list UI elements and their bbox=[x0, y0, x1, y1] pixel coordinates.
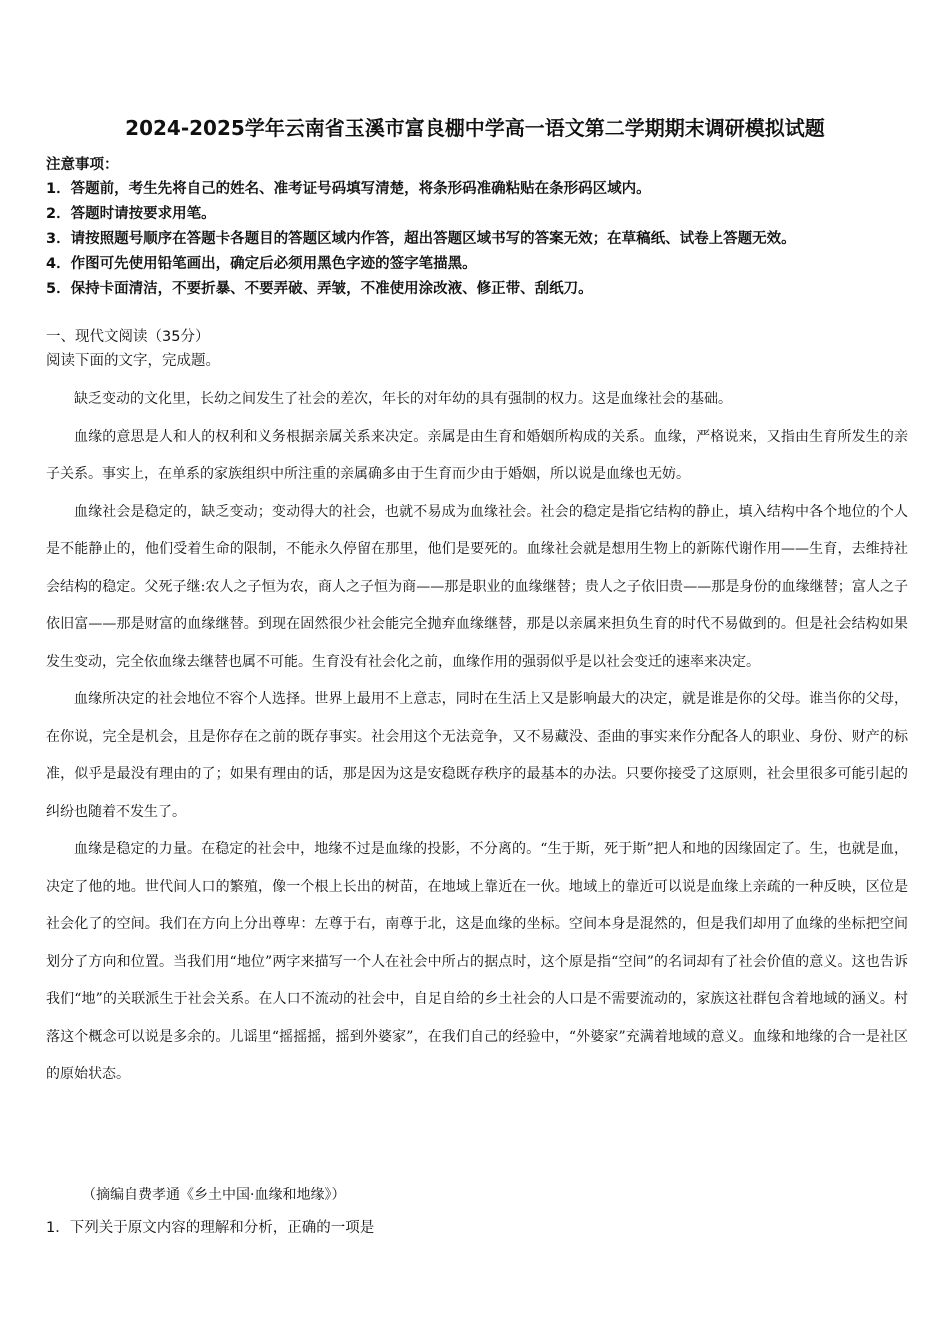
notice-item-4: 4．作图可先使用铅笔画出，确定后必须用黑色字迹的签字笔描黑。 bbox=[46, 256, 477, 272]
notice-heading: 注意事项： bbox=[46, 157, 119, 173]
passage-paragraph-1: 缺乏变动的文化里，长幼之间发生了社会的差次，年长的对年幼的具有强制的权力。这是血缘社会的基础。 bbox=[74, 391, 732, 407]
passage-source: （摘编自费孝通《乡土中国·血缘和地缘》） bbox=[82, 1187, 346, 1203]
passage-paragraph-2: 血缘的意思是人和人的权利和义务根据亲属关系来决定。亲属是由生育和婚姻所构成的关系。血缘，严格说来，又指由生育所发生的亲子关系。事实上，在单系的家族组织中所注重的亲属确多由于生育而少由于婚姻，所以说是血缘也无妨。 bbox=[46, 428, 908, 482]
notice-item-3: 3．请按照题号顺序在答题卡各题目的答题区域内作答，超出答题区域书写的答案无效；在草稿纸、试卷上答题无效。 bbox=[46, 231, 796, 247]
passage-paragraph-5: 血缘是稳定的力量。在稳定的社会中，地缘不过是血缘的投影，不分离的。“生于斯，死于斯”把人和地的因缘固定了。生，也就是血，决定了他的地。世代间人口的繁殖，像一个根上长出的树苗，在地域上靠近在一伙。地域上的靠近可以说是血缘上亲疏的一种反映，区位是社会化了的空间。我们在方向上分出尊卑：左尊于右，南尊于北，这是血缘的坐标。空间本身是混然的，但是我们却用了血缘的坐标把空间划分了方向和位置。当我们用“地位”两字来描写一个人在社会中所占的据点时，这个原是指“空间”的名词却有了社会价值的意义。这也告诉我们“地”的关联派生于社会关系。在人口不流动的社会中，自足自给的乡土社会的人口是不需要流动的，家族这社群包含着地域的涵义。村落这个概念可以说是多余的。儿谣里“摇摇摇，摇到外婆家”，在我们自己的经验中，“外婆家”充满着地域的意义。血缘和地缘的合一是社区的原始状态。 bbox=[46, 841, 908, 1082]
notice-item-5: 5．保持卡面清洁，不要折暴、不要弄破、弄皱，不准使用涂改液、修正带、刮纸刀。 bbox=[46, 281, 593, 297]
reading-instruction: 阅读下面的文字，完成题。 bbox=[46, 353, 220, 369]
passage-paragraph-3: 血缘社会是稳定的，缺乏变动；变动得大的社会，也就不易成为血缘社会。社会的稳定是指它结构的静止，填入结构中各个地位的个人是不能静止的，他们受着生命的限制，不能永久停留在那里，他们是要死的。血缘社会就是想用生物上的新陈代谢作用——生育，去维持社会结构的稳定。父死子继:农人之子恒为农，商人之子恒为商——那是职业的血缘继替；贵人之子依旧贵——那是身份的血缘继替；富人之子依旧富——那是财富的血缘继替。到现在固然很少社会能完全抛弃血缘继替，那是以亲属来担负生育的时代不易做到的。但是社会结构如果发生变动，完全依血缘去继替也属不可能。生育没有社会化之前，血缘作用的强弱似乎是以社会变迁的速率来决定。 bbox=[46, 503, 908, 670]
reading-passage bbox=[46, 381, 908, 1094]
question-1-stem: 1．下列关于原文内容的理解和分析，正确的一项是 bbox=[46, 1220, 375, 1236]
notice-item-1: 1．答题前，考生先将自己的姓名、准考证号码填写清楚，将条形码准确粘贴在条形码区域内。 bbox=[46, 181, 651, 197]
passage-paragraph-4: 血缘所决定的社会地位不容个人选择。世界上最用不上意志，同时在生活上又是影响最大的决定，就是谁是你的父母。谁当你的父母，在你说，完全是机会，且是你存在之前的既存事实。社会用这个无法竞争，又不易藏没、歪曲的事实来作分配各人的职业、身份、财产的标准，似乎是最没有理由的了；如果有理由的话，那是因为这是安稳既存秩序的最基本的办法。只要你接受了这原则，社会里很多可能引起的纠纷也随着不发生了。 bbox=[46, 691, 908, 820]
notice-block bbox=[46, 153, 916, 302]
section-heading: 一、现代文阅读（35分） bbox=[46, 329, 210, 345]
notice-item-2: 2．答题时请按要求用笔。 bbox=[46, 206, 216, 222]
exam-title: 2024-2025学年云南省玉溪市富良棚中学高一语文第二学期期末调研模拟试题 bbox=[125, 116, 825, 140]
